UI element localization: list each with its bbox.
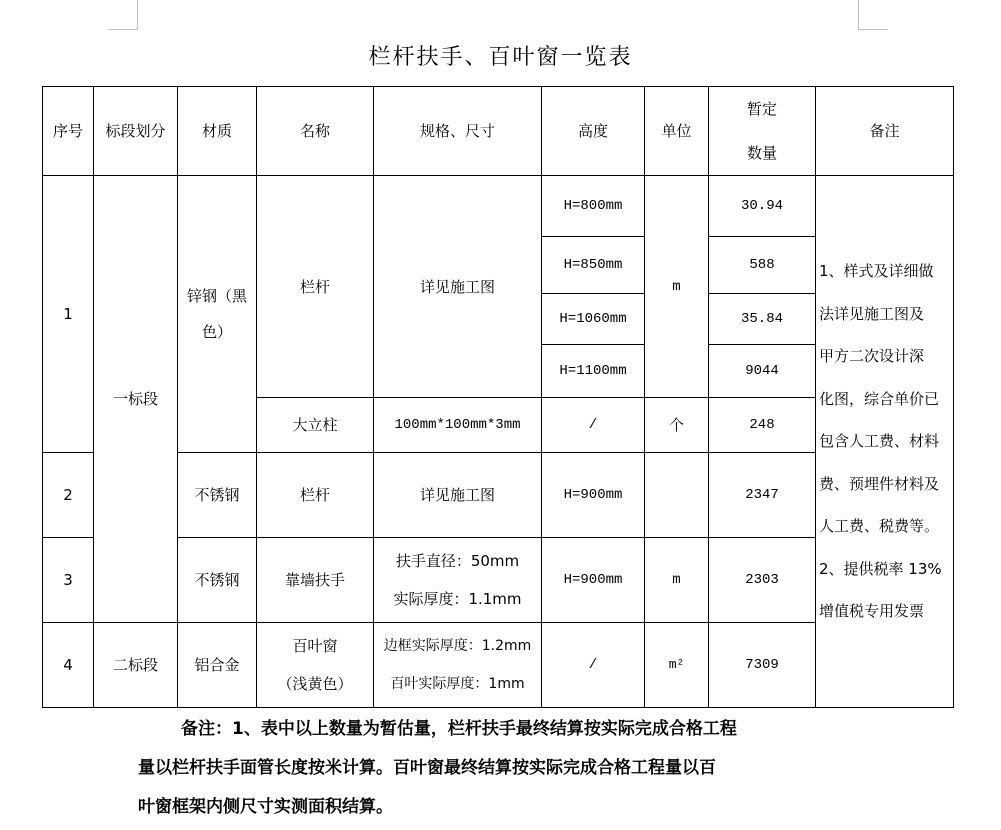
spec: 详见施工图 [374,176,542,398]
footnote-line: 叶窗框架内侧尺寸实测面积结算。 [138,797,393,817]
material: 不锈钢 [178,453,257,538]
spec [374,538,542,623]
header-row [43,87,954,176]
remarks-line: 1、样式及详细做 [819,262,934,281]
material: 锌钢（黑色） [178,176,257,453]
qty: 30.94 [709,176,816,237]
height: H=900mm [542,453,645,538]
remarks-line: 化图，综合单价已 [819,389,940,408]
page-title: 栏杆扶手、百叶窗一览表 [368,45,633,70]
qty: 248 [709,398,816,453]
qty: 2303 [709,538,816,623]
qty: 2347 [709,453,816,538]
unit: 个 [645,398,709,453]
name: 大立柱 [257,398,374,453]
header-cell [709,87,816,176]
spec-line: 百叶实际厚度：1mm [390,676,525,692]
header-cell: 高度 [542,87,645,176]
remarks-line: 2、提供税率 13% [819,559,942,578]
material: 铝合金 [178,623,257,708]
page-corner-mark [108,0,138,30]
name: 靠墙扶手 [257,538,374,623]
height: H=1100mm [542,345,645,398]
spec-line: 扶手直径：50mm [395,552,520,570]
row-no: 1 [43,176,94,453]
header-cell: 名称 [257,87,374,176]
row-no: 4 [43,623,94,708]
row-no: 2 [43,453,94,538]
footnote-line: 量以栏杆扶手面管长度按米计算。百叶窗最终结算按实际完成合格工程量以百 [138,758,716,778]
spec [374,623,542,708]
remarks [816,176,954,708]
spec-line: 边框实际厚度：1.2mm [383,638,532,654]
height: H=1060mm [542,294,645,345]
row-no: 3 [43,538,94,623]
unit [645,453,709,538]
section: 一标段 [94,176,178,623]
height: H=850mm [542,237,645,294]
remarks-line: 包含人工费、材料 [819,432,940,451]
material: 不锈钢 [178,538,257,623]
remarks-line: 人工费、税费等。 [819,517,940,536]
qty: 588 [709,237,816,294]
name-line: 百叶窗 [292,637,338,655]
remarks-line: 费、预埋件材料及 [819,474,940,493]
section: 二标段 [94,623,178,708]
header-cell: 序号 [43,87,94,176]
header-cell: 单位 [645,87,709,176]
footnote-line: 备注：1、表中以上数量为暂估量，栏杆扶手最终结算按实际完成合格工程 [181,719,737,739]
height: H=800mm [542,176,645,237]
spec: 100mm*100mm*3mm [374,398,542,453]
items-table [42,86,954,708]
spec: 详见施工图 [374,453,542,538]
height: / [542,623,645,708]
unit: m² [645,623,709,708]
footnote [138,710,868,827]
name-line: （浅黄色） [277,675,353,693]
qty: 9044 [709,345,816,398]
header-cell: 标段划分 [94,87,178,176]
qty: 35.84 [709,294,816,345]
header-cell: 备注 [816,87,954,176]
table-row [43,176,954,237]
header-cell: 规格、尺寸 [374,87,542,176]
name: 栏杆 [257,176,374,398]
page-corner-mark [858,0,888,30]
height: H=900mm [542,538,645,623]
name [257,623,374,708]
height: / [542,398,645,453]
remarks-line: 甲方二次设计深 [819,347,925,366]
header-cell: 材质 [178,87,257,176]
unit: m [645,176,709,398]
header-qty-label: 暂定数量 [746,100,777,162]
qty: 7309 [709,623,816,708]
remarks-line: 增值税专用发票 [819,602,925,621]
unit: m [645,538,709,623]
remarks-line: 法详见施工图及 [819,304,925,323]
spec-line: 实际厚度：1.1mm [393,590,522,608]
name: 栏杆 [257,453,374,538]
